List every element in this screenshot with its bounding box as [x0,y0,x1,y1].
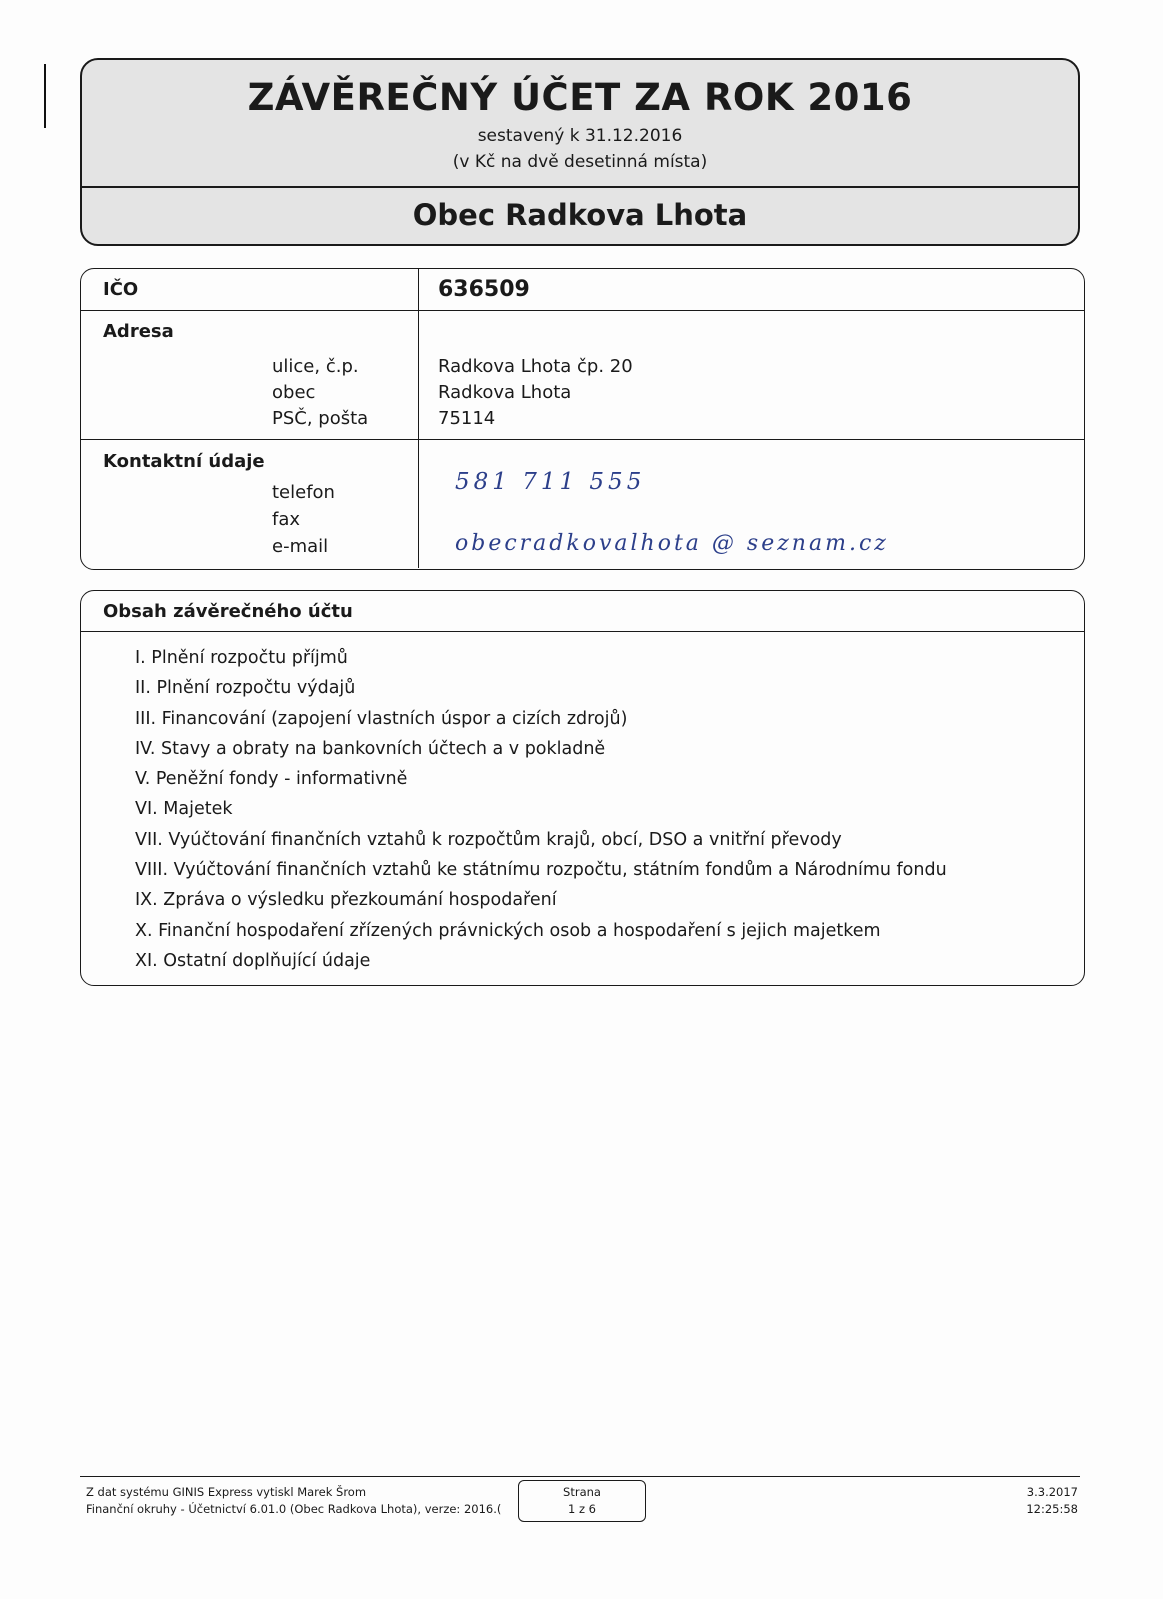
footer-printed-by: Z dat systému GINIS Express vytiskl Marek Šrom [86,1485,367,1499]
document-title: ZÁVĚREČNÝ ÚČET ZA ROK 2016 [247,76,913,119]
list-item: IV. Stavy a obraty na bankovních účtech a v pokladně [135,738,606,759]
document-date: sestavený k 31.12.2016 [477,126,683,146]
list-item: II. Plnění rozpočtu výdajů [135,678,356,699]
identification-box [80,268,1085,570]
municipality-name: Obec Radkova Lhota [412,198,748,232]
city-label: obec [272,382,316,403]
contents-list [135,643,947,976]
contents-divider [81,631,1084,632]
zip-value: 75114 [438,408,496,429]
list-item: VI. Majetek [135,799,233,820]
list-item: III. Financování (zapojení vlastních úspor a cizích zdrojů) [135,708,628,729]
phone-label: telefon [272,482,335,503]
footer-system-info: Finanční okruhy - Účetnictví 6.01.0 (Obec Radkova Lhota), verze: 2016.( [86,1502,502,1516]
margin-mark [44,64,46,128]
phone-value: 581 711 555 [455,469,646,495]
column-divider [418,269,419,568]
list-item: X. Finanční hospodaření zřízených právnických osob a hospodaření s jejich majetkem [135,920,881,941]
print-time: 12:25:58 [1026,1502,1078,1516]
header-divider [82,186,1078,188]
print-date: 3.3.2017 [1026,1485,1078,1499]
ico-label: IČO [103,279,139,300]
contents-box [80,590,1085,986]
street-label: ulice, č.p. [272,356,359,377]
page-number-box [518,1480,646,1522]
list-item: IX. Zpráva o výsledku přezkoumání hospodaření [135,890,557,911]
page-label: Strana [563,1485,601,1499]
email-label: e-mail [272,536,329,557]
street-value: Radkova Lhota čp. 20 [438,356,633,377]
list-item: V. Peněžní fondy - informativně [135,769,408,790]
address-label: Adresa [103,321,174,342]
row-divider [81,310,1084,311]
list-item: I. Plnění rozpočtu příjmů [135,648,348,668]
contact-label: Kontaktní údaje [103,451,265,472]
footer-divider [80,1476,1080,1477]
email-value: obecradkovalhota @ seznam.cz [455,531,889,556]
row-divider [81,439,1084,440]
header-box [80,58,1080,246]
list-item: VII. Vyúčtování finančních vztahů k rozpočtům krajů, obcí, DSO a vnitřní převody [135,829,842,850]
city-value: Radkova Lhota [438,382,572,403]
contents-heading: Obsah závěrečného účtu [103,601,353,622]
list-item: XI. Ostatní doplňující údaje [135,950,371,971]
ico-value: 636509 [438,277,530,302]
fax-label: fax [272,509,301,530]
document-currency-note: (v Kč na dvě desetinná místa) [452,152,708,172]
list-item: VIII. Vyúčtování finančních vztahů ke státnímu rozpočtu, státním fondům a Národnímu fondu [135,860,947,881]
page-number: 1 z 6 [568,1502,596,1516]
zip-label: PSČ, pošta [272,408,369,429]
